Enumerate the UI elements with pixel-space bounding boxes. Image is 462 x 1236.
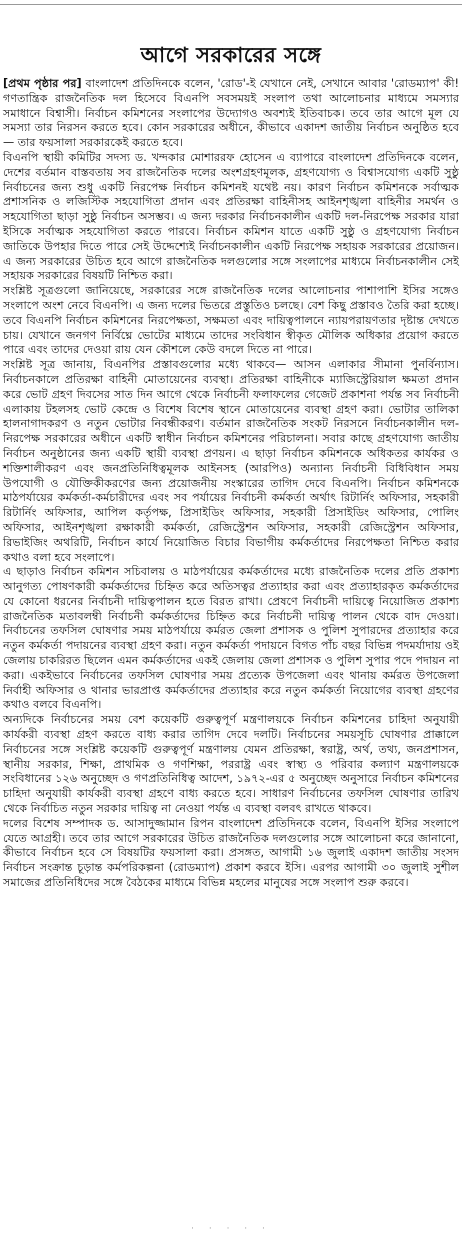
paragraph-text: বাংলাদেশ প্রতিদিনকে বলেন, 'রোড'-ই যেখানে নেই, সেখানে আবার 'রোডম্যাপ' কী! গণতান্ত্রিক রাজনৈতিক দল হিসেবে বিএনপি সবসময়ই সংলাপ তথা আলোচনার মাধ্যমে সমস্যার সমাধানে বিশ্বাসী। নির্বাচন কমিশনের সংলাপের উদ্যোগও অবশ্যই ইতিবাচক। তবে তার আগে মূল যে সমস্যা তার নিরসন করতে হবে। কোন সরকারের অধীনে, কীভাবে একাদশ জাতীয় নির্বাচন অনুষ্ঠিত হবে— তার ফয়সালা সরকারকেই করতে হবে। (3, 77, 460, 150)
article-body (3, 77, 459, 891)
article-paragraph-5: এ ছাড়াও নির্বাচন কমিশন সচিবালয় ও মাঠপর্যায়ের কর্মকর্তাদের মধ্যে রাজনৈতিক দলের প্রতি প্রকাশ্য আনুগত্য পোষণকারী কর্মকর্তাদের চিহ্নিত করে অতিসত্বর প্রত্যাহার করা এবং প্রত্যাহারকৃত কর্মকর্তাদের যে কোনো ধরনের নির্বাচনী দায়িত্বপালন হতে বিরত রাখা। প্রেষণে নির্বাচনী দায়িত্বে নিয়োজিত প্রকাশ্য রাজনৈতিক মতাবলম্বী নির্বাচনী কর্মকর্তাদের চিহ্নিত করে নির্বাচনী দায়িত্ব পালন থেকে বাদ দেওয়া। নির্বাচনের তফসিল ঘোষণার সময় মাঠপর্যায়ে কর্মরত জেলা প্রশাসক ও পুলিশ সুপারদের প্রত্যাহার করে নতুন কর্মকর্তা পদায়নের ব্যবস্থা গ্রহণ করা। নতুন কর্মকর্তা পদায়নে বিগত পাঁচ বছর বিভিন্ন পদমর্যাদায় ওই জেলায় চাকরিরত ছিলেন এমন কর্মকর্তাদের একই জেলায় জেলা প্রশাসক ও পুলিশ সুপার পদে পদায়ন না করা। একইভাবে নির্বাচনের তফসিল ঘোষণার সময় প্রত্যেক উপজেলা এবং থানায় কর্মরত উপজেলা নির্বাহী অফিসার ও থানার ভারপ্রাপ্ত কর্মকর্তাদের প্রত্যাহার করে নতুন কর্মকর্তা নিয়োগের ব্যবস্থা গ্রহণের কথাও বলবে বিএনপি। (3, 565, 459, 712)
article-paragraph-2: বিএনপি স্থায়ী কমিটির সদস্য ড. খন্দকার মোশাররফ হোসেন এ ব্যাপারে বাংলাদেশ প্রতিদিনকে বলেন, দেশের বর্তমান বাস্তবতায় সব রাজনৈতিক দলের অংশগ্রহণমূলক, গ্রহণযোগ্য ও বিশ্বাসযোগ্য একটি সুষ্ঠু নির্বাচনের জন্য শুধু একটি নিরপেক্ষ নির্বাচন কমিশনই যথেষ্ট নয়। কারণ নির্বাচন কমিশনকে সর্বাত্মক প্রশাসনিক ও লজিস্টিক সহযোগিতা প্রদান এবং প্রতিরক্ষা বাহিনীসহ আইনশৃঙ্খলা বাহিনীর সমর্থন ও সহযোগিতা ছাড়া সুষ্ঠু নির্বাচন অসম্ভব। এ জন্য দরকার নির্বাচনকালীন একটি দল-নিরপেক্ষ সরকার যারা ইসিকে সর্বাত্মক সহযোগিতা করতে পারবে। নির্বাচন কমিশন যাতে একটি সুষ্ঠু ও গ্রহণযোগ্য নির্বাচন জাতিকে উপহার দিতে পারে সেই উদ্দেশ্যেই নির্বাচনকালীন একটি নিরপেক্ষ সহায়ক সরকারের প্রয়োজন। এ জন্য সরকারের উচিত হবে আগে রাজনৈতিক দলগুলোর সঙ্গে সংলাপের মাধ্যমে নির্বাচনকালীন সেই সহায়ক সরকারের বিষয়টি নিশ্চিত করা। (3, 150, 459, 283)
continuation-lead: [প্রথম পৃষ্ঠার পর] (3, 77, 82, 90)
article-paragraph-4: সংশ্লিষ্ট সূত্র জানায়, বিএনপির প্রস্তাবগুলোর মধ্যে থাকবে— আসন এলাকার সীমানা পুনর্বিন্যাস। নির্বাচনকালে প্রতিরক্ষা বাহিনী মোতায়েনের ব্যবস্থা। প্রতিরক্ষা বাহিনীকে ম্যাজিস্ট্রেরিয়াল ক্ষমতা প্রদান করে ভোট গ্রহণ দিবসের সাত দিন আগে থেকে নির্বাচনী ফলাফলের গেজেট প্রকাশনা পর্যন্ত সব নির্বাচনী এলাকায় টহলসহ ভোট কেন্দ্রে ও বিশেষ বিশেষ স্থানে মোতায়েনের ব্যবস্থা গ্রহণ করা। ভোটার তালিকা হালনাগাদকরণ ও নতুন ভোটার নিবন্ধীকরণ। বর্তমান রাজনৈতিক সংকট নিরসনে নির্বাচনকালীন দল-নিরপেক্ষ সরকারের অধীনে একটি স্বাধীন নির্বাচন কমিশনের পরিচালনা। সবার কাছে গ্রহণযোগ্য জাতীয় নির্বাচন অনুষ্ঠানের জন্য একটি স্থায়ী ব্যবস্থা প্রণয়ন। এ ছাড়া নির্বাচন কমিশনকে অধিকতর কার্যকর ও শক্তিশালীকরণ এবং জনপ্রতিনিধিত্বমূলক আইনসহ (আরপিও) অন্যান্য নির্বাচনী বিধিবিধান সময় উপযোগী ও যৌক্তিকীকরণের জন্য প্রয়োজনীয় সংস্কারের তাগিদ দেবে বিএনপি। নির্বাচন কমিশনকে মাঠপর্যায়ের কর্মকর্তা-কর্মচারীদের এবং সব পর্যায়ের নির্বাচনী কর্মকর্তা অর্থাৎ রিটার্নিং অফিসার, সহকারী রিটার্নিং অফিসার, আপিল কর্তৃপক্ষ, প্রিসাইডিং অফিসার, সহকারী প্রিসাইডিং অফিসার, পোলিং অফিসার, আইনশৃঙ্খলা রক্ষাকারী কর্মকর্তা, রেজিস্ট্রেশন অফিসার, সহকারী রেজিস্ট্রেশন অফিসার, রিভাইজিং অথরিটি, নির্বাচন কার্যে নিয়োজিত বিচার বিভাগীয় কর্মকর্তাদের নিরপেক্ষতা নিশ্চিত করার কথাও বলা হবে সংলাপে। (3, 358, 459, 564)
article-paragraph-7: দলের বিশেষ সম্পাদক ড. আসাদুজ্জামান রিপন বাংলাদেশ প্রতিদিনকে বলেন, বিএনপি ইসির সংলাপে যেতে আগ্রহী। তবে তার আগে সরকারের উচিত রাজনৈতিক দলগুলোর সঙ্গে আলোচনা করে জানানো, কীভাবে নির্বাচন হবে সে বিষয়টির ফয়সালা করা। প্রসঙ্গত, আগামী ১৬ জুলাই একাদশ জাতীয় সংসদ নির্বাচন সংক্রান্ত চূড়ান্ত কর্মপরিকল্পনা (রোডম্যাপ) প্রকাশ করবে ইসি। এরপর আগামী ৩০ জুলাই সুশীল সমাজের প্রতিনিধিদের সঙ্গে বৈঠকের মাধ্যমে বিভিন্ন মহলের মানুষের সঙ্গে সংলাপ শুরু করবে। (3, 816, 459, 890)
article-paragraph-6: অন্যদিকে নির্বাচনের সময় বেশ কয়েকটি গুরুত্বপূর্ণ মন্ত্রণালয়কে নির্বাচন কমিশনের চাহিদা অনুযায়ী কার্যকরী ব্যবস্থা গ্রহণ করতে বাধ্য করার তাগিদ দেবে দলটি। নির্বাচনের সময়সূচি ঘোষণার প্রাক্কালে নির্বাচনের সঙ্গে সংশ্লিষ্ট কয়েকটি গুরুত্বপূর্ণ মন্ত্রণালয় যেমন প্রতিরক্ষা, স্বরাষ্ট্র, অর্থ, তথ্য, জনপ্রশাসন, স্থানীয় সরকার, শিক্ষা, প্রাথমিক ও গণশিক্ষা, পররাষ্ট্র এবং স্বাস্থ্য ও পরিবার কল্যাণ মন্ত্রণালয়কে সংবিধানের ১২৬ অনুচ্ছেদ ও গণপ্রতিনিধিত্ব আদেশ, ১৯৭২-এর ৫ অনুচ্ছেদ অনুসারে নির্বাচন কমিশনের চাহিদা অনুযায়ী কার্যকরী ব্যবস্থা গ্রহণে বাধ্য করতে হবে। সাধারণ নির্বাচনের তফসিল ঘোষণার তারিখ থেকে নির্বাচিত নতুন সরকার দায়িত্ব না নেওয়া পর্যন্ত এ ব্যবস্থা বলবৎ রাখতে থাকবে। (3, 713, 459, 816)
headline: আগে সরকারের সঙ্গে (140, 43, 322, 67)
article-paragraph-1 (3, 77, 459, 151)
article-paragraph-3: সংশ্লিষ্ট সূত্রগুলো জানিয়েছে, সরকারের সঙ্গে রাজনৈতিক দলের আলোচনার পাশাপাশি ইসির সঙ্গেও সংলাপে অংশ নেবে বিএনপি। এ জন্য দলের ভিতরে প্রস্তুতিও চলছে। বেশ কিছু প্রস্তাবও তৈরি করা হচ্ছে। তবে বিএনপি নির্বাচন কমিশনের নিরপেক্ষতা, সক্ষমতা এবং দায়িত্বপালনে ন্যায়পরায়ণতার দৃষ্টান্ত দেখতে চায়। যেখানে জনগণ নির্বিঘ্নে ভোটের মাধ্যমে তাদের সংবিধান স্বীকৃত মৌলিক অধিকার প্রয়োগ করতে পারে এবং তাদের দেওয়া রায় যেন কৌশলে কেউ বদলে দিতে না পারে। (3, 284, 459, 357)
top-border (0, 0, 462, 5)
cropped-next-line-marks: · · · · · (191, 1224, 271, 1234)
